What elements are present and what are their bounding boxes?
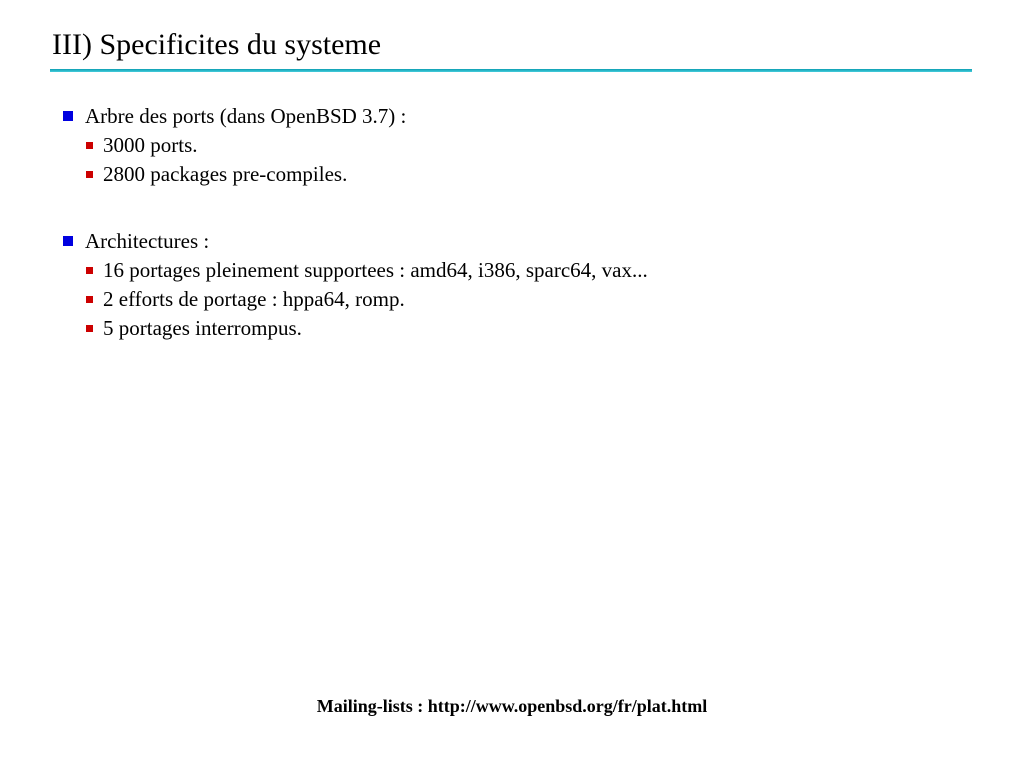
list-item-text: 2800 packages pre-compiles.: [103, 162, 348, 186]
red-square-bullet-icon: [86, 296, 93, 303]
red-square-bullet-icon: [86, 142, 93, 149]
list-item-level2: [63, 131, 963, 160]
title-underline-rule: [50, 69, 972, 72]
list-item-level2: [63, 256, 963, 285]
bullet-group-architectures: [63, 227, 963, 343]
list-item-level2: [63, 285, 963, 314]
list-item-text: Arbre des ports (dans OpenBSD 3.7) :: [85, 104, 407, 128]
bullet-group-ports: [63, 102, 963, 189]
list-item-level2: [63, 160, 963, 189]
list-item-level1: [63, 102, 963, 131]
bullet-list: [63, 102, 963, 343]
list-item-text: 2 efforts de portage : hppa64, romp.: [103, 287, 405, 311]
list-item-text: 3000 ports.: [103, 133, 198, 157]
red-square-bullet-icon: [86, 325, 93, 332]
list-item-level1: [63, 227, 963, 256]
slide-title: III) Specificites du systeme: [52, 28, 382, 61]
red-square-bullet-icon: [86, 171, 93, 178]
list-item-level2: [63, 314, 963, 343]
blue-square-bullet-icon: [63, 111, 73, 121]
list-item-text: Architectures :: [85, 229, 210, 253]
list-item-text: 16 portages pleinement supportees : amd64, i386, sparc64, vax...: [103, 258, 648, 282]
list-item-text: 5 portages interrompus.: [103, 316, 302, 340]
red-square-bullet-icon: [86, 267, 93, 274]
blue-square-bullet-icon: [63, 236, 73, 246]
footer-mailing-lists-url: Mailing-lists : http://www.openbsd.org/fr/plat.html: [316, 696, 708, 716]
